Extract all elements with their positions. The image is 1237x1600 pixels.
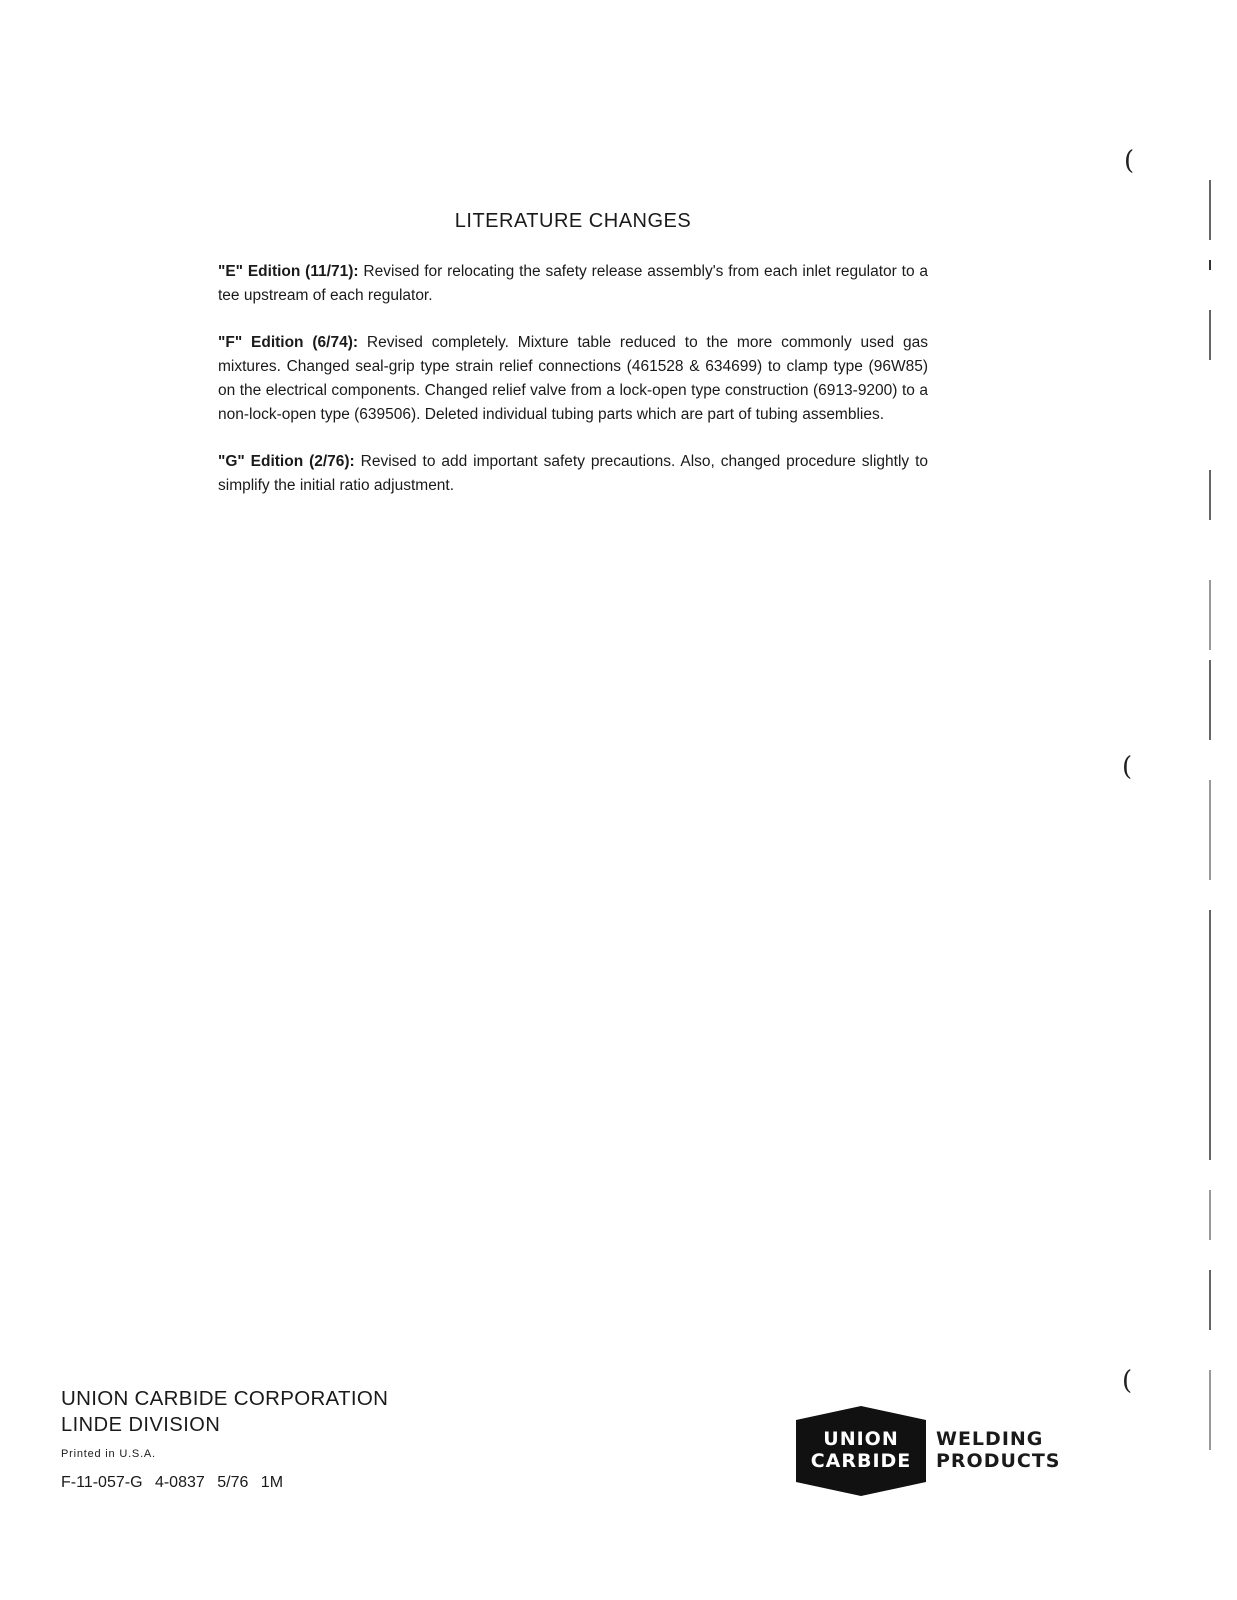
scan-parenthesis-mark: ( [1124, 146, 1135, 176]
edition-entry-f [218, 331, 928, 427]
wordmark-line-2: PRODUCTS [936, 1450, 1061, 1472]
division-name: LINDE DIVISION [61, 1414, 221, 1436]
union-carbide-logo [796, 1406, 1060, 1496]
corporation-name: UNION CARBIDE CORPORATION [61, 1387, 389, 1410]
logo-badge [796, 1406, 926, 1496]
edition-text: Revised completely. Mixture table reduced to the more commonly used gas mixtures. Changed seal-grip type strain relief connections (461528 & 634699) to clamp type (96W85) on the electrical components. Changed relief valve from a lock-open type construction (6913-9200) to a non-lock-open type (639506). Deleted individual tubing parts which are part of tubing assemblies. [218, 334, 928, 423]
printed-in-note: Printed in U.S.A. [61, 1448, 156, 1460]
wordmark-line-1: WELDING [936, 1428, 1044, 1450]
logo-wordmark [936, 1428, 1061, 1472]
edition-label: "F" Edition (6/74): [218, 334, 359, 351]
scan-parenthesis-mark: ( [1122, 1366, 1133, 1396]
form-number: F-11-057-G 4-0837 5/76 1M [61, 1474, 284, 1491]
footer-publisher [61, 1386, 388, 1492]
edition-label: "G" Edition (2/76): [218, 453, 355, 470]
scan-parenthesis-mark: ( [1122, 752, 1133, 782]
edition-text: Revised to add important safety precautions. Also, changed procedure slightly to simplify the initial ratio adjustment. [218, 453, 928, 494]
page-title: LITERATURE CHANGES [454, 210, 692, 232]
edition-label: "E" Edition (11/71): [218, 263, 359, 280]
badge-text-line-2: CARBIDE [810, 1450, 912, 1472]
edition-entry-e [218, 260, 928, 308]
literature-changes-list [218, 260, 928, 521]
scan-edge-marks [1209, 180, 1211, 1460]
badge-text-line-1: UNION [823, 1428, 899, 1450]
edition-text: Revised for relocating the safety release assembly's from each inlet regulator to a tee upstream of each regulator. [218, 263, 928, 304]
edition-entry-g [218, 450, 928, 498]
